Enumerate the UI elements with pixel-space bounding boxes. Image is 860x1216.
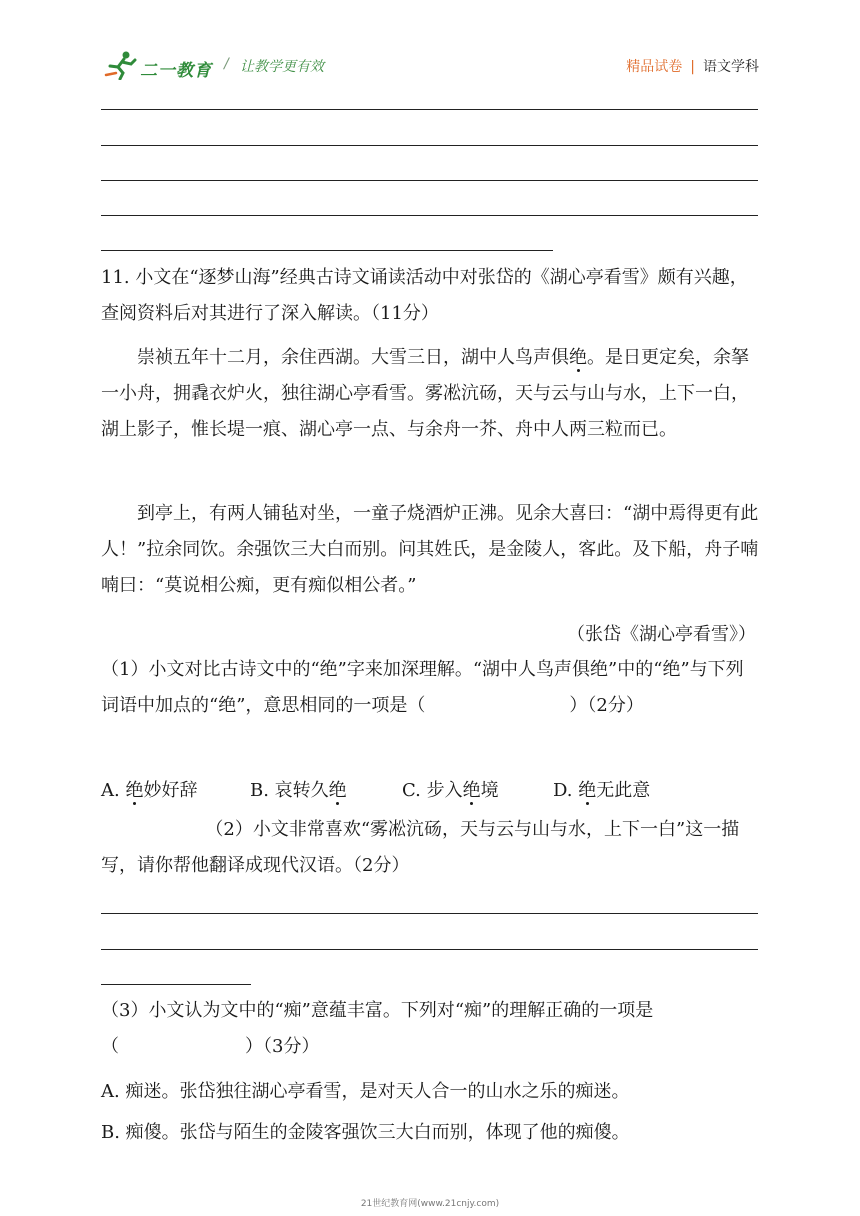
emphasis-dot-char: 绝 (125, 780, 144, 801)
option-a: A. 痴迷。张岱独往湖心亭看雪，是对天人合一的山水之乐的痴迷。 (101, 1081, 630, 1102)
option-b (250, 776, 347, 802)
option-prefix: B. 哀转久 (250, 780, 329, 801)
sub-question-2: （2）小文非常喜欢“雾凇沆砀，天与云与山与水，上下一白”这一描写，请你帮他翻译成现代汉语。（2分） (101, 819, 740, 876)
option-c (402, 776, 499, 802)
answer-line (101, 145, 758, 146)
answer-line (101, 913, 758, 914)
sub-question-3: （3）小文认为文中的“痴”意蕴丰富。下列对“痴”的理解正确的一项是（ ）（3分） (101, 1000, 654, 1057)
header-divider: / (224, 56, 229, 72)
emphasis-dot-char: 绝 (328, 780, 347, 801)
question-stem: 11. 小文在“逐梦山海”经典古诗文诵读活动中对张岱的《湖心亭看雪》颇有兴趣，查阅资料后对其进行了深入解读。（11分） (101, 267, 748, 324)
page-footer: 21世纪教育网(www.21cnjy.com) (360, 1199, 500, 1209)
option-text: 境 (480, 780, 499, 801)
header-label: 精品试卷 (626, 59, 683, 75)
answer-line (101, 109, 758, 110)
brand-logo-text: 二一教育 (140, 61, 212, 81)
option-prefix: C. 步入 (402, 780, 463, 801)
answer-line (101, 250, 553, 251)
emphasis-dot-char: 绝 (578, 780, 597, 801)
emphasis-dot-char: 绝 (569, 347, 587, 368)
option-prefix: D. (553, 780, 579, 801)
option-text: 无此意 (596, 780, 651, 801)
answer-line (101, 215, 758, 216)
passage-paragraph-2: 到亭上，有两人铺毡对坐，一童子烧酒炉正沸。见余大喜曰：“湖中焉得更有此人！”拉余同饮。余强饮三大白而别。问其姓氏，是金陵人，客此。及下船，舟子喃喃曰：“莫说相公痴，更有痴似相公者。” (101, 503, 759, 596)
option-a (101, 776, 197, 802)
option-d (553, 776, 650, 802)
brand-slogan: 让教学更有效 (240, 59, 324, 75)
answer-line (101, 180, 758, 181)
option-prefix: A. (101, 780, 126, 801)
header-separator: | (690, 59, 695, 75)
passage-text: 崇祯五年十二月，余住西湖。大雪三日，湖中人鸟声俱 (137, 347, 569, 368)
passage-text: 。是日更定矣，余拏一小舟，拥毳衣炉火，独往湖心亭看雪。雾凇沆砀，天与云与山与水，上下一白，湖上影子，惟长堤一痕、湖心亭一点、与余舟一芥、舟中人两三粒而已。 (101, 347, 749, 440)
runner-logo-icon (104, 50, 138, 80)
answer-line (101, 949, 758, 950)
emphasis-dot-char: 绝 (462, 780, 481, 801)
sub-question-1: （1）小文对比古诗文中的“绝”字来加深理解。“湖中人鸟声俱绝”中的“绝”与下列词语中加点的“绝”，意思相同的一项是（ ）（2分） (101, 659, 744, 716)
passage-source: （张岱《湖心亭看雪》） (567, 624, 756, 645)
header-right (626, 56, 759, 76)
answer-line (101, 984, 251, 985)
option-text: 妙好辞 (143, 780, 198, 801)
option-b: B. 痴傻。张岱与陌生的金陵客强饮三大白而别，体现了他的痴傻。 (101, 1122, 630, 1143)
header-subject: 语文学科 (703, 59, 759, 75)
passage-paragraph-1 (101, 340, 761, 448)
